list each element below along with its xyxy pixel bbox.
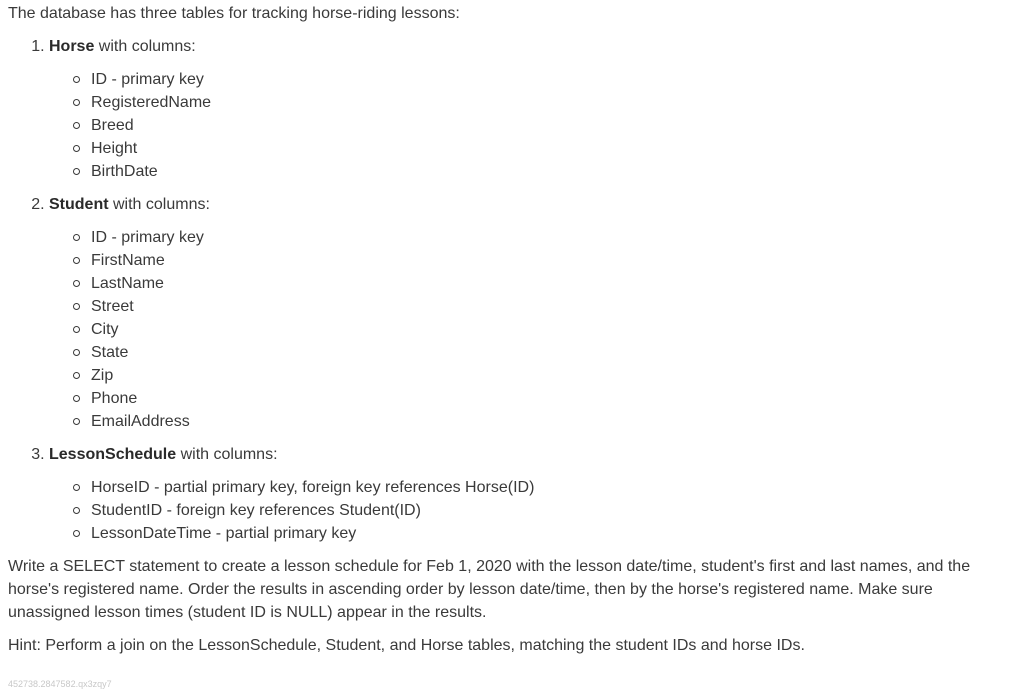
table-list bbox=[8, 35, 1008, 545]
column-item: Phone bbox=[73, 387, 1008, 410]
task-text: Write a SELECT statement to create a lesson schedule for Feb 1, 2020 with the lesson date/time, student's first and last names, and the horse's registered name. Order the results in ascending order by lesson date/time, then by the horse's registered name. Make sure unassigned lesson times (student ID is NULL) appear in the results. bbox=[8, 558, 971, 621]
table-suffix: with columns: bbox=[94, 38, 196, 55]
column-item: Street bbox=[73, 295, 1008, 318]
column-item: HorseID - partial primary key, foreign key references Horse(ID) bbox=[73, 476, 1008, 499]
footer-id: 452738.2847582.qx3zqy7 bbox=[8, 679, 112, 689]
table-heading bbox=[49, 193, 1008, 216]
intro-text: The database has three tables for tracking horse-riding lessons: bbox=[8, 5, 460, 22]
column-list bbox=[49, 476, 1008, 545]
column-item: EmailAddress bbox=[73, 410, 1008, 433]
column-item: Breed bbox=[73, 114, 1008, 137]
table-item-lessonschedule bbox=[49, 443, 1008, 545]
column-item: ID - primary key bbox=[73, 68, 1008, 91]
table-name: Student bbox=[49, 196, 109, 213]
table-item-student bbox=[49, 193, 1008, 433]
column-item: BirthDate bbox=[73, 160, 1008, 183]
problem-statement bbox=[8, 2, 1008, 657]
column-item: Zip bbox=[73, 364, 1008, 387]
table-heading bbox=[49, 35, 1008, 58]
column-list bbox=[49, 68, 1008, 183]
column-item: City bbox=[73, 318, 1008, 341]
table-suffix: with columns: bbox=[108, 196, 210, 213]
column-item: ID - primary key bbox=[73, 226, 1008, 249]
table-item-horse bbox=[49, 35, 1008, 183]
column-item: LastName bbox=[73, 272, 1008, 295]
column-item: StudentID - foreign key references Student(ID) bbox=[73, 499, 1008, 522]
table-name: Horse bbox=[49, 38, 95, 55]
column-item: LessonDateTime - partial primary key bbox=[73, 522, 1008, 545]
table-heading bbox=[49, 443, 1008, 466]
table-suffix: with columns: bbox=[176, 446, 278, 463]
column-item: FirstName bbox=[73, 249, 1008, 272]
hint-text: Hint: Perform a join on the LessonSchedule, Student, and Horse tables, matching the student IDs and horse IDs. bbox=[8, 637, 805, 654]
column-item: RegisteredName bbox=[73, 91, 1008, 114]
table-name: LessonSchedule bbox=[49, 446, 177, 463]
column-item: Height bbox=[73, 137, 1008, 160]
column-item: State bbox=[73, 341, 1008, 364]
column-list bbox=[49, 226, 1008, 433]
